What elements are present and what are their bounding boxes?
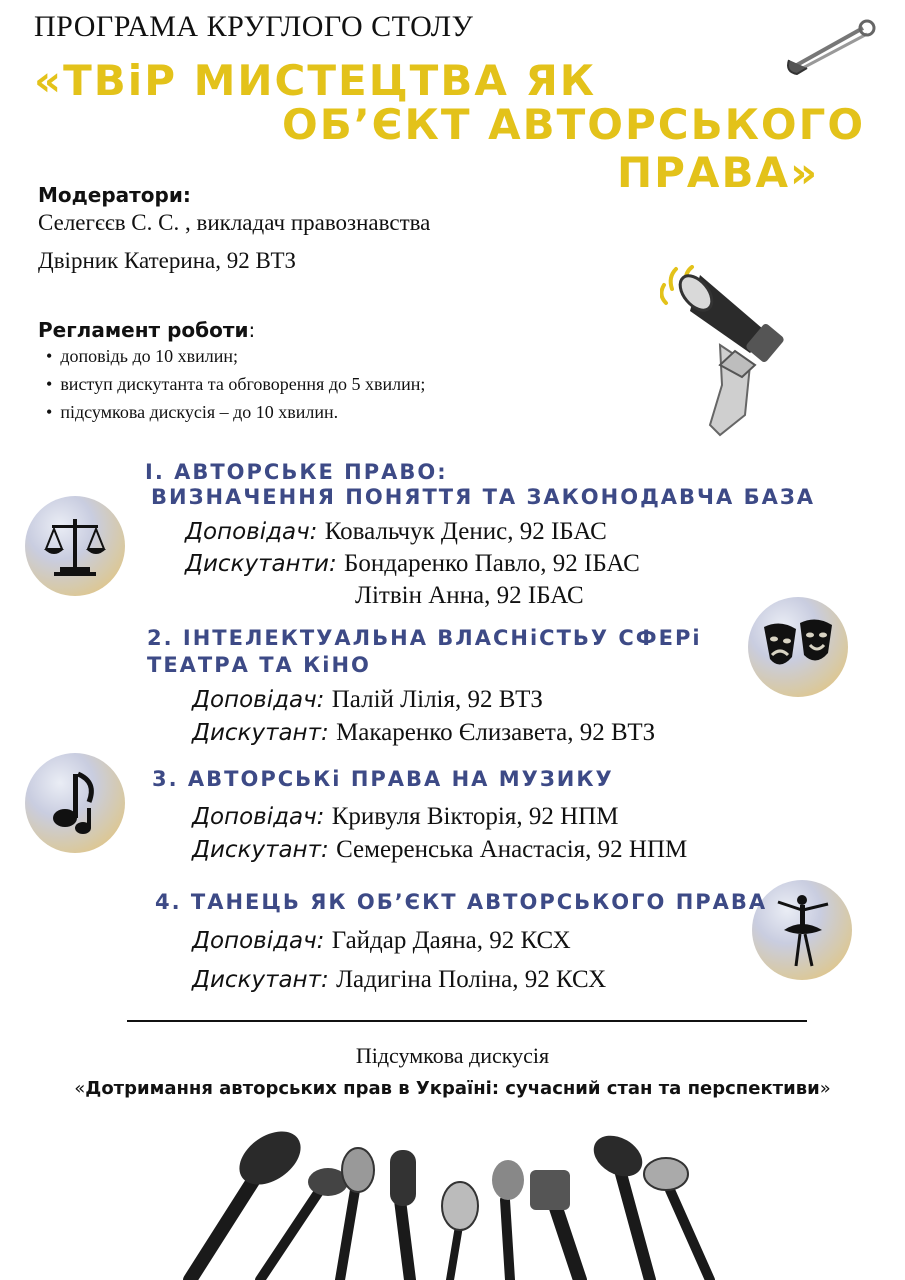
speaker-line: Доповідач: Гайдар Даяна, 92 КСХ bbox=[192, 927, 571, 954]
title-line-3: ПРАВА» bbox=[617, 148, 820, 197]
discussant-line: Дискутанти: Бондаренко Павло, 92 ІБАС bbox=[185, 550, 640, 577]
section-icon-circle bbox=[25, 753, 125, 853]
discussant-line: Дискутант: Макаренко Єлизавета, 92 ВТЗ bbox=[192, 719, 656, 746]
program-label: ПРОГРАМА КРУГЛОГО СТОЛУ bbox=[34, 10, 474, 43]
microphones-illustration bbox=[150, 1130, 770, 1280]
section-title: 3. АВТОРСЬКі ПРАВА НА МУЗИКУ bbox=[152, 767, 614, 791]
discussant-line: Дискутант: Ладигіна Поліна, 92 КСХ bbox=[192, 966, 607, 993]
discussant-line: Дискутант: Семеренська Анастасія, 92 НПМ bbox=[192, 836, 688, 863]
divider bbox=[127, 1020, 807, 1022]
music-note-icon bbox=[45, 768, 105, 838]
megaphone-icon bbox=[660, 265, 790, 445]
title-line-1: «ТВіР МИСТЕЦТВА ЯК bbox=[34, 56, 597, 105]
list-item: • виступ дискутанта та обговорення до 5 хвилин; bbox=[60, 370, 425, 398]
summary-title: Підсумкова дискусія bbox=[355, 1043, 550, 1068]
section-title: І. АВТОРСЬКЕ ПРАВО: bbox=[145, 460, 448, 484]
theatre-masks-icon bbox=[760, 617, 836, 677]
summary-topic: «Дотримання авторських прав в Україні: сучасний стан та перспективи» bbox=[74, 1078, 831, 1099]
regulations-list bbox=[60, 342, 425, 426]
section-title: ВИЗНАЧЕННЯ ПОНЯТТЯ ТА ЗАКОНОДАВЧА БАЗА bbox=[151, 485, 816, 509]
ballerina-icon bbox=[772, 890, 832, 970]
speaker-line: Доповідач: Палій Лілія, 92 ВТЗ bbox=[192, 686, 543, 713]
regulations-label: Регламент роботи: bbox=[38, 318, 256, 342]
section-title: 2. ІНТЕЛЕКТУАЛЬНА ВЛАСНіСТЬУ СФЕРі bbox=[147, 626, 702, 650]
safety-pin-icon bbox=[785, 14, 877, 78]
speaker-line: Доповідач: Кривуля Вікторія, 92 НПМ bbox=[192, 803, 619, 830]
scales-icon bbox=[40, 511, 110, 581]
section-title: 4. ТАНЕЦЬ ЯК ОБ’ЄКТ АВТОРСЬКОГО ПРАВА bbox=[155, 890, 768, 914]
title-line-2: ОБ’ЄКТ АВТОРСЬКОГО bbox=[282, 100, 866, 149]
moderator-item: Двірник Катерина, 92 ВТЗ bbox=[38, 248, 297, 273]
moderator-item: Селегєєв С. С. , викладач правознавства bbox=[38, 210, 431, 235]
speaker-line: Доповідач: Ковальчук Денис, 92 ІБАС bbox=[185, 518, 607, 545]
moderators-label: Модератори: bbox=[38, 183, 191, 207]
section-title: ТЕАТРА ТА КіНО bbox=[147, 653, 371, 677]
section-icon-circle bbox=[748, 597, 848, 697]
section-icon-circle bbox=[25, 496, 125, 596]
list-item: • підсумкова дискусія – до 10 хвилин. bbox=[60, 398, 425, 426]
list-item: • доповідь до 10 хвилин; bbox=[60, 342, 425, 370]
discussant-line: Літвін Анна, 92 ІБАС bbox=[355, 582, 584, 609]
